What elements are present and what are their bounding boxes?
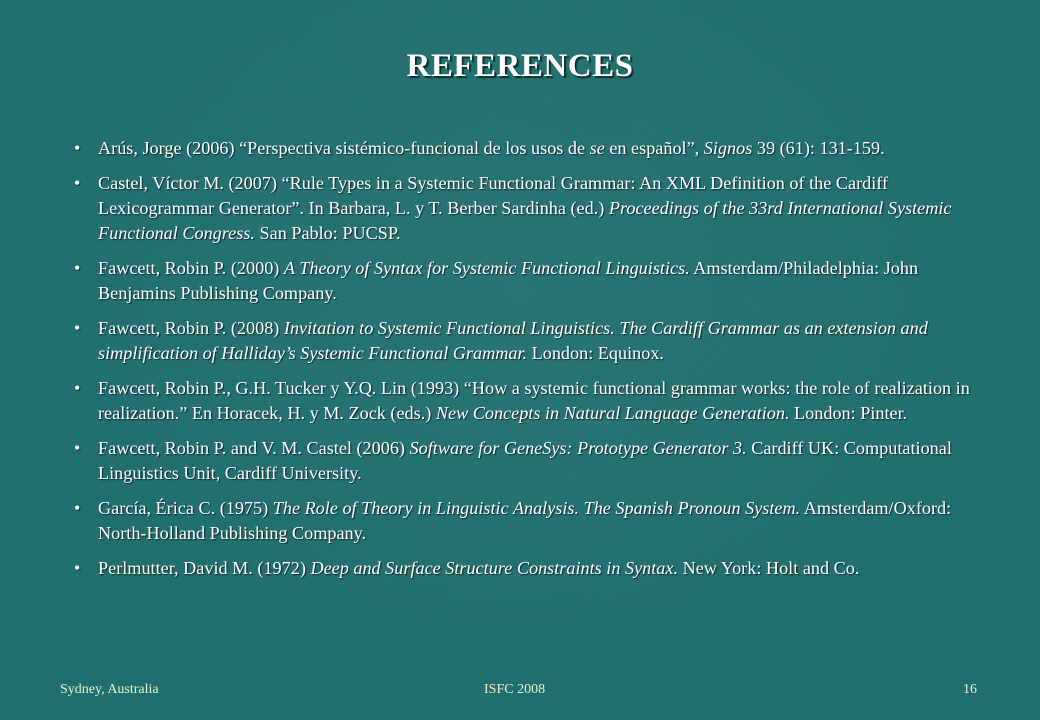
reference-italic-segment: Proceedings of the 33rd International Systemic Functional Congress. — [98, 198, 952, 243]
footer-location: Sydney, Australia — [60, 682, 159, 697]
bullet-icon: • — [74, 173, 81, 193]
reference-text — [98, 558, 859, 578]
reference-text — [98, 498, 951, 543]
bullet-icon: • — [74, 438, 81, 458]
reference-item — [70, 256, 990, 306]
reference-segment: Cardiff UK: Computational Linguistics Unit, Cardiff University. — [98, 438, 952, 483]
reference-segment: Castel, Víctor M. (2007) “Rule Types in a Systemic Functional Grammar: An XML Definition of the Cardiff Lexicogrammar Generator”. In Barbara, L. y T. Berber Sardinha (ed.) — [98, 173, 889, 218]
reference-segment: 39 (61): 131-159. — [752, 138, 885, 158]
reference-item — [70, 171, 990, 246]
reference-item — [70, 316, 990, 366]
bullet-icon: • — [74, 558, 81, 578]
reference-segment: London: Pinter. — [789, 403, 908, 423]
footer-conference: ISFC 2008 — [484, 682, 546, 697]
reference-text — [98, 318, 928, 363]
reference-segment: Fawcett, Robin P. and V. M. Castel (2006) — [98, 438, 410, 458]
reference-italic-segment: The Role of Theory in Linguistic Analysis. The Spanish Pronoun System. — [272, 498, 801, 518]
reference-segment: García, Érica C. (1975) — [98, 498, 273, 518]
bullet-icon: • — [74, 258, 81, 278]
reference-segment: Fawcett, Robin P., G.H. Tucker y Y.Q. Lin (1993) “How a systemic functional grammar works: the role of realization in realization.” En Horacek, H. y M. Zock (eds.) — [98, 378, 970, 423]
reference-italic-segment: Signos — [703, 138, 753, 158]
reference-italic-segment: se — [589, 138, 605, 158]
reference-item — [70, 136, 990, 161]
footer-page-number: 16 — [963, 682, 977, 697]
reference-segment: Arús, Jorge (2006) “Perspectiva sistémico-funcional de los usos de — [98, 138, 590, 158]
reference-item — [70, 496, 990, 546]
reference-list — [70, 136, 990, 591]
bullet-icon: • — [74, 138, 81, 158]
reference-italic-segment: Deep and Surface Structure Constraints in Syntax. — [310, 558, 679, 578]
reference-item — [70, 556, 990, 581]
reference-segment: Amsterdam/Philadelphia: John Benjamins Publishing Company. — [98, 258, 919, 303]
reference-segment: Amsterdam/Oxford: North-Holland Publishing Company. — [98, 498, 952, 543]
bullet-icon: • — [74, 318, 81, 338]
reference-item — [70, 436, 990, 486]
reference-segment: en español”, — [604, 138, 704, 158]
reference-text — [98, 138, 885, 158]
bullet-icon: • — [74, 498, 81, 518]
reference-segment: Perlmutter, David M. (1972) — [98, 558, 311, 578]
reference-segment: San Pablo: PUCSP. — [254, 223, 401, 243]
bullet-icon: • — [74, 378, 81, 398]
reference-text — [98, 438, 952, 483]
reference-italic-segment: Software for GeneSys: Prototype Generator 3. — [409, 438, 747, 458]
reference-segment: Fawcett, Robin P. (2000) — [98, 258, 284, 278]
reference-segment: London: Equinox. — [527, 343, 664, 363]
reference-italic-segment: A Theory of Syntax for Systemic Functional Linguistics. — [283, 258, 690, 278]
reference-segment: Fawcett, Robin P. (2008) — [98, 318, 284, 338]
reference-segment: New York: Holt and Co. — [678, 558, 860, 578]
reference-text — [98, 173, 952, 243]
reference-italic-segment: New Concepts in Natural Language Generation. — [435, 403, 790, 423]
reference-italic-segment: Invitation to Systemic Functional Linguistics. The Cardiff Grammar as an extension and simplification of Halliday’s Systemic Functional Grammar. — [98, 318, 928, 363]
reference-text — [98, 378, 970, 423]
slide-title: REFERENCES — [406, 48, 634, 84]
reference-item — [70, 376, 990, 426]
reference-text — [98, 258, 918, 303]
